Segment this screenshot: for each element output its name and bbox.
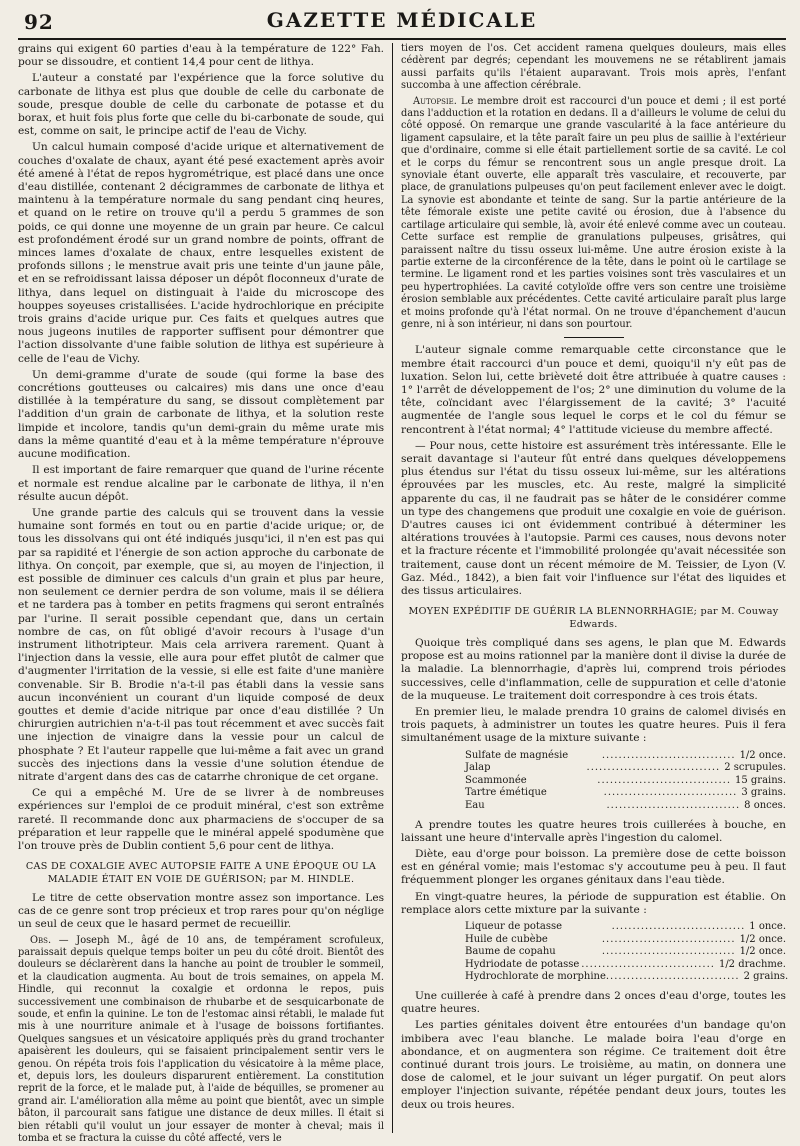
ingredient-dose: 8 onces. [744,800,786,812]
recipe-row [465,959,786,972]
section-heading-coxalgie [18,861,384,886]
recipe-row [465,750,786,763]
section-author: par M. Couway Edwards. [569,606,779,630]
recipe-row [465,775,786,788]
journal-title: GAZETTE MÉDICALE [266,8,538,32]
ingredient-dose: 1/2 once. [739,749,786,761]
paragraph: Un demi-gramme d'urate de soude (qui forme la base des concrétions goutteuses ou calcaires) mis dans une once d'eau distillée à la température du sang, se dissout complètement par l'addition d'un grain de carbonate de lithya, et la solution reste limpide et incolore, tandis qu'un demi-grain du même urate mis dans la même quantité d'eau et à la même température n'éprouve aucune modification. [18,368,385,461]
column-divider [392,43,393,1133]
ingredient-name: Hydriodate de potasse [465,958,580,970]
ingredient-dose: 3 grains. [741,787,786,799]
observation-text: — Joseph M., âgé de 10 ans, de tempérament scrofuleux, paraissait depuis quelque temps boiter un peu du côté droit. Bientôt des douleurs se déclarèrent dans la hanche au point de troubler le sommeil, et la claudication augmenta. Au bout de trois semaines, on appela M. Hindle, qui reconnut la coxalgie et ordonna le repos, puis successivement une combinaison de rhubarbe et de sesquicarbonate de soude, et enfin la quinine. Le ton de l'estomac ainsi rétabli, le malade fut mis à une nourriture animale et à l'usage de boissons fortifiantes. Quelques sangsues et un vésicatoire appliqués près du grand trochanter apaisèrent les douleurs, qui se faisaient principalement sentir vers le genou. On répéta trois fois l'application du vésicatoire à la même place, et, depuis lors, les douleurs disparurent entièrement. La constitution reprit de la force, et le malade put, à l'aide de béquilles, se promener au grand air. L'amélioration alla même au point que bientôt, avec un simple bâton, il parcourait sans fatigue une distance de deux milles. Il était si bien rétabli qu'il voulut un jour essayer de monter à cheval; mais il tomba et se fractura la cuisse du côté affecté, vers le [18,934,385,1145]
paragraph: A prendre toutes les quatre heures trois cuillerées à bouche, en laissant une heure d'intervalle après l'ingestion du calomel. [401,818,786,844]
ingredient-dose: 1 once. [749,921,786,933]
recipe-row [465,921,786,934]
paragraph: Un calcul humain composé d'acide urique et alternativement de couches d'oxalate de chaux, ayant été pesé exactement après avoir été amené à l'état de repos hygrométrique, est placé dans une once d'eau distillée, contenant 2 décigrammes de carbonate de lithya et maintenu à la température normale du sang pendant cinq heures, et quand on le retire on trouve qu'il a perdu 5 grammes de son poids, ce qui donne une moyenne de un grain par heure. Ce calcul est profondément érodé sur un grand nombre de points, offrant de minces lames d'oxalate de chaux, entre lesquelles existent de profonds sillons ; le menstrue avait pris une teinte d'un jaune pâle, et en se refroidissant laissa déposer un dépôt floconneux d'urate de lithya, dans lequel on distinguait à l'aide du microscope des houppes soyeuses cristallisées. L'acide hydrochlorique en précipite trois grains d'acide urique pur. Ces faits et quelques autres que nous jugeons inutiles de rapporter suffisent pour démontrer que l'action dissolvante d'une faible solution de lithya est supérieure à celle de l'eau de Vichy. [18,141,385,365]
paragraph: Une grande partie des calculs qui se trouvent dans la vessie humaine sont formés en tout ou en partie d'acide urique; or, de tous les dissolvans qui ont été indiqués jusqu'ici, il n'en est pas qui par sa rapidité et l'énergie de son action approche du carbonate de lithya. On conçoit, par exemple, que si, au moyen de l'injection, il est possible de diminuer ces calculs d'un grain et plus par heure, non seulement ce dernier perdra de son volume, mais il se déliera et ne tardera pas à tomber en petits fragmens qui seront entraînés par l'urine. Il serait possible cependant que, dans un certain nombre de cas, on fût obligé d'avoir recours à l'usage d'un instrument lithotripteur. Mais cela arrivera rarement. Quant à l'injection dans la vessie, elle aura pour effet plutôt de calmer que d'augmenter l'irritation de la vessie, si elle est faite d'une manière convenable. Sir B. Brodie n'a-t-il pas établi dans la vessie sans aucun inconvénient un courant d'un liquide composé de deux gouttes et demie d'acide nitrique par once d'eau distillée ? Un chirurgien autrichien n'a-t-il pas tout récemment et avec succès fait une injection de vinaigre dans la vessie pour un calcul de phosphate ? Et l'auteur rappelle que lui-même a fait avec un grand succès des injections dans la vessie d'une solution étendue de nitrate d'argent dans des cas de catarrhe chronique de cet organe. [18,506,385,783]
recipe-row [465,971,789,984]
recipe-row [465,762,786,775]
ingredient-name: Eau [465,800,485,812]
page-header [18,8,786,40]
paragraph: Il est important de faire remarquer que quand de l'urine récente et normale est rendue alcaline par le carbonate de lithya, il n'en résulte aucun dépôt. [18,464,385,503]
paragraph: L'auteur signale comme remarquable cette circonstance que le membre était raccourci d'un pouce et demi, quoiqu'il n'y eût pas de luxation. Selon lui, cette brièveté doit être attribuée à quatre causes : 1° l'arrêt de développement de l'os; 2° une diminution du volume de la tête, coïncidant avec l'élargissement de la cavité; 3° l'acuité augmentée de l'angle sous lequel le corps et le col du fémur se rencontrent à l'état normal; 4° l'attitude vicieuse du membre affecté. [401,344,786,436]
ingredient-dose: 1/2 once. [739,946,786,958]
right-column [395,43,789,1133]
ingredient-name: Baume de copahu [465,946,556,958]
section-author: par M. HINDLE. [270,873,355,885]
paragraph: Quoique très compliqué dans ses agens, le plan que M. Edwards propose est au moins rationnel par la manière dont il divise la durée de la maladie. La blennorrhagie, d'après lui, comprend trois périodes successives, celle d'inflammation, celle de suppuration et celle d'atonie de la muqueuse. Le traitement doit correspondre à ces trois états. [401,637,787,702]
dot-leader [606,800,740,813]
ingredient-dose: 1/2 once. [739,933,786,945]
left-column [18,43,390,1145]
ingredient-name: Scammonée [465,774,527,786]
ingredient-dose: 2 scrupules. [724,762,786,774]
ingredient-dose: 1/2 drachme. [718,958,786,970]
ingredient-name: Huile de cubèbe [465,933,548,945]
dot-leader [606,971,740,984]
ingredient-name: Jalap [465,762,491,774]
separator-rule [564,337,624,338]
autopsy-text: Le membre droit est raccourci d'un pouce et demi ; il est porté dans l'adduction et la rotation en dedans. Il a d'ailleurs le volume de celui du côté opposé. On remarque une grande vascularité à la face antérieure du ligament capsulaire, et la tête paraît faire un peu plus de saillie à l'extérieur que d'ordinaire, comme si elle était partiellement sortie de sa cavité. Le col et le corps du fémur se rencontrent sous un angle presque droit. La synoviale étant ouverte, elle apparaît très vasculaire, et recouverte, par place, de granulations pulpeuses qu'on peut facilement enlever avec le doigt. La synovie est abondante et teinte de sang. Sur la partie antérieure de la tête fémorale existe une petite cavité ou érosion, due à l'absence du cartilage articulaire qui semble, là, avoir été enlevé comme avec un couteau. Cette surface est remplie de granulations pulpeuses, grisâtres, qui paraissent naître du tissu osseux lui-même. Une autre érosion existe à la partie externe de la circonférence de la tête, dans le point où le cartilage se termine. Le ligament rond et les parties voisines sont très vasculaires et un peu hypertrophiées. La cavité cotyloïde offre vers son centre une troisième érosion semblable aux précédentes. Cette cavité articulaire paraît plus large et moins profonde qu'à l'état normal. On ne trouve d'épanchement d'aucun genre, ni à son intérieur, ni dans son pourtour. [401,95,786,330]
ingredient-name: Tartre émétique [465,787,547,799]
ingredient-name: Hydrochlorate de morphine [465,971,606,983]
paragraph: En vingt-quatre heures, la période de suppuration est établie. On remplace alors cette mixture par la suivante : [401,890,786,916]
dot-leader [587,762,721,775]
recipe-list-2 [465,921,789,984]
paragraph: Ce qui a empêché M. Ure de se livrer à de nombreuses expériences sur l'emploi de ce produit minéral, c'est son extrême rareté. Il recommande donc aux pharmaciens de s'occuper de sa préparation et leur rappelle que le minéral appelé spodumène que l'on trouve près de Dublin contient 5,6 pour cent de lithya. [18,787,385,852]
recipe-row [465,946,786,959]
dot-leader [597,775,731,788]
dot-leader [602,750,736,763]
page-number: 92 [24,10,54,34]
paragraph: En premier lieu, le malade prendra 10 grains de calomel divisés en trois paquets, à administrer un toutes les quatre heures. Puis il fera simultanément usage de la mixture suivante : [401,706,786,745]
section-title: MOYEN EXPÉDITIF DE GUÉRIR LA BLENNORRHAGIE; [408,606,698,618]
section-title: CAS DE COXALGIE AVEC AUTOPSIE FAITE A UNE ÉPOQUE OU LA MALADIE ÉTAIT EN VOIE DE GUÉRISON; [25,861,377,885]
autopsy-paragraph [401,96,786,332]
paragraph: grains qui exigent 60 parties d'eau à la température de 122° Fah. pour se dissoudre, et contient 14,4 pour cent de lithya. [18,43,385,69]
paragraph: L'auteur a constaté par l'expérience que la force solutive du carbonate de lithya est plus que double de celle du carbonate de soude, presque double de celle du carbonate de potasse et du borax, et huit fois plus forte que celle du bi-carbonate de soude, qui est, comme on sait, le principe actif de l'eau de Vichy. [18,72,385,138]
recipe-row [465,934,786,947]
observation-label: Obs. [30,934,52,946]
dot-leader [581,959,715,972]
paragraph: Une cuillerée à café à prendre dans 2 onces d'eau d'orge, toutes les quatre heures. [401,990,786,1016]
observation-paragraph [18,935,384,1146]
ingredient-name: Liqueur de potasse [465,921,563,933]
autopsy-label: Autopsie. [413,95,457,107]
paragraph: — Pour nous, cette histoire est assurément très intéressante. Elle le serait davantage si l'auteur fût entré dans quelques développemens plus étendus sur l'état du tissu osseux lui-même, sur les altérations éprouvées par les muscles, etc. Au reste, malgré la simplicité apparente du cas, il ne faudrait pas se hâter de le considérer comme un type des changemens que produit une coxalgie en voie de guérison. D'autres causes ici ont évidemment contribué à déterminer les altérations trouvées à l'autopsie. Parmi ces causes, nous devons noter et la fracture récente et l'immobilité prolongée qu'avait nécessitée son traitement, cause dont un récent mémoire de M. Teissier, de Lyon (V. Gaz. Méd., 1842), a bien fait voir l'influence sur l'état des liquides et des tissus articulaires. [401,439,786,597]
ingredient-dose: 15 grains. [735,774,786,786]
recipe-row [465,787,786,800]
ingredient-dose: 2 grains. [743,971,789,983]
article-columns [18,43,789,1145]
paragraph: tiers moyen de l'os. Cet accident ramena quelques douleurs, mais elles cédèrent par degrés; cependant les mouvemens ne se rétablirent jamais aussi parfaits qu'ils l'étaient auparavant. Trois mois après, l'enfant succomba à une affection cérébrale. [401,43,786,92]
paragraph: Diète, eau d'orge pour boisson. La première dose de cette boisson est en général vomie; mais l'estomac s'y accoutume peu à peu. Il faut fréquemment plonger les organes génitaux dans l'eau tiède. [401,848,786,887]
recipe-list-1 [465,750,786,813]
recipe-row [465,800,786,813]
section-heading-blennorrhagie [401,606,786,631]
dot-leader [602,946,736,959]
dot-leader [602,934,736,947]
paragraph: Le titre de cette observation montre assez son importance. Les cas de ce genre sont trop précieux et trop rares pour qu'on néglige un seul de ceux que le hasard permet de recueillir. [18,892,385,931]
dot-leader [604,787,738,800]
paragraph: Les parties génitales doivent être entourées d'un bandage qu'on imbibera avec l'eau blanche. Le malade boira l'eau d'orge en abondance, et on augmentera son régime. Ce traitement doit être continué durant trois jours. Le troisième, au matin, on donnera une dose de calomel, et le jour suivant un léger purgatif. On peut alors employer l'injection suivante, répétée pendant deux jours, toutes les deux ou trois heures. [401,1019,786,1111]
ingredient-name: Sulfate de magnésie [465,749,569,761]
dot-leader [612,921,746,934]
